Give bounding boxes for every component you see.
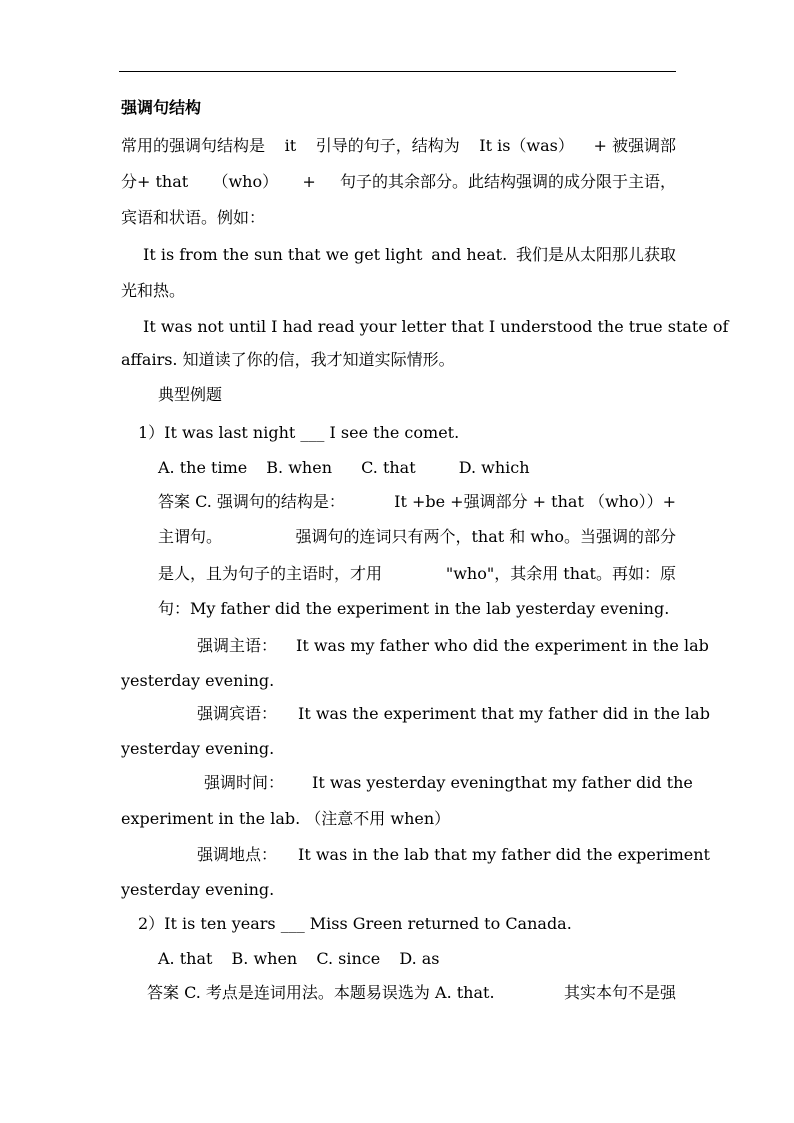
emphasis-place-line-1: It was in the lab that my father did the experiment: [298, 845, 710, 864]
question-1-options: [158, 458, 530, 478]
option-c: C. since: [316, 949, 381, 968]
emphasis-time-label: 强调时间：: [204, 773, 285, 792]
answer-2-line-1: 答案 C. 考点是连词用法。本题易误选为 A. that. 其实本句不是强: [147, 983, 676, 1002]
answer-1-line-4: 句：My father did the experiment in the lab yesterday evening.: [158, 599, 670, 618]
emphasis-time-line-2: experiment in the lab. （注意不用 when）: [121, 809, 451, 828]
question-1: 1）It was last night ___ I see the comet.: [138, 423, 460, 442]
intro-line-3: 宾语和状语。例如：: [121, 208, 266, 227]
emphasis-object-label: 强调宾语：: [197, 704, 278, 723]
question-2: 2）It is ten years ___ Miss Green returned to Canada.: [138, 914, 572, 933]
example-1-line-2: 光和热。: [121, 281, 186, 300]
section-title: 强调句结构: [121, 98, 202, 117]
emphasis-object-line-1: It was the experiment that my father did in the lab: [298, 704, 710, 723]
answer-1-line-1: 答案 C. 强调句的结构是： It +be +强调部分 + that （who））+: [158, 492, 676, 511]
example-2-line-1: It was not until I had read your letter that I understood the true state of: [143, 317, 729, 336]
option-b: B. when: [231, 949, 298, 968]
emphasis-time-line-1: It was yesterday evening that my father did the: [312, 773, 693, 792]
intro-line-1: 常用的强调句结构是 it 引导的句子，结构为 It is（was） + 被强调部: [121, 136, 676, 155]
emphasis-subject-label: 强调主语：: [197, 636, 278, 655]
option-a: A. the time: [158, 458, 248, 477]
answer-1-line-3: 是人，且为句子的主语时，才用 "who"，其余用 that。再如：原: [158, 564, 676, 583]
header-rule: [119, 71, 676, 72]
option-d: D. as: [399, 949, 440, 968]
example-2-line-2: affairs. 知道读了你的信，我才知道实际情形。: [121, 350, 455, 369]
emphasis-subject-line-2: yesterday evening.: [121, 671, 275, 690]
option-a: A. that: [158, 949, 213, 968]
example-1-line-1: It is from the sun that we get light and heat. 我们是从太阳那儿获取: [143, 245, 676, 264]
emphasis-place-line-2: yesterday evening.: [121, 880, 275, 899]
emphasis-subject-line-1: It was my father who did the experiment in the lab: [296, 636, 709, 655]
intro-line-2: 分+ that （who） + 句子的其余部分。此结构强调的成分限于主语，: [121, 172, 676, 191]
emphasis-object-line-2: yesterday evening.: [121, 739, 275, 758]
question-2-options: [158, 949, 440, 969]
emphasis-place-label: 强调地点：: [197, 845, 278, 864]
option-d: D. which: [458, 458, 530, 477]
option-c: C. that: [361, 458, 416, 477]
option-b: B. when: [266, 458, 332, 477]
section-heading: 典型例题: [158, 385, 223, 404]
answer-1-line-2: 主谓句。 强调句的连词只有两个，that 和 who。当强调的部分: [158, 527, 676, 546]
